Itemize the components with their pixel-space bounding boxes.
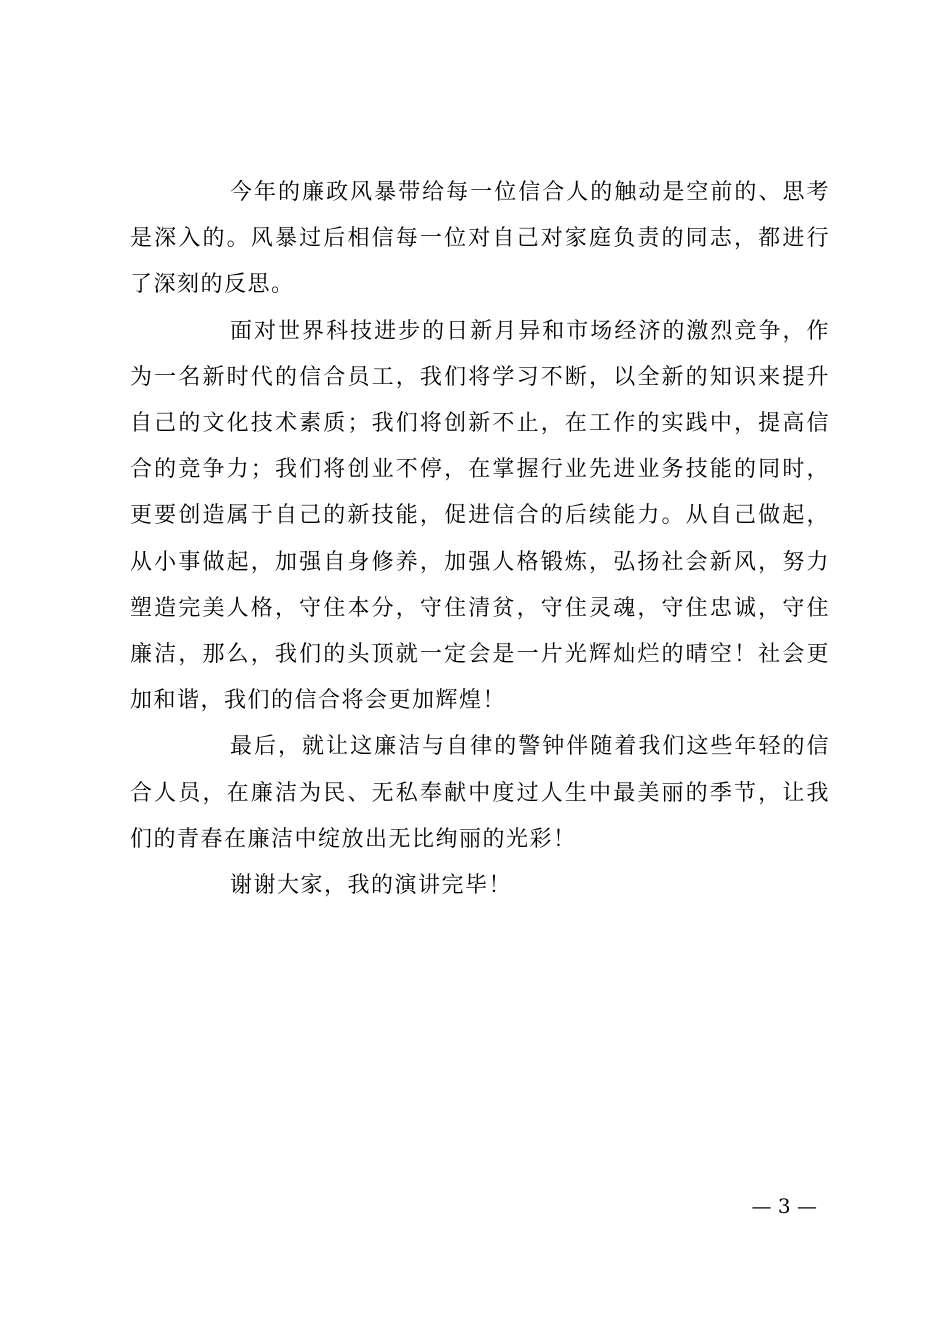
paragraph-reflection: 今年的廉政风暴带给每一位信合人的触动是空前的、思考是深入的。风暴过后相信每一位对自己对家庭负责的同志，都进行了深刻的反思。 bbox=[130, 180, 830, 298]
paragraph-commitment: 面对世界科技进步的日新月异和市场经济的激烈竞争，作为一名新时代的信合员工，我们将学习不断，以全新的知识来提升自己的文化技术素质；我们将创新不止，在工作的实践中，提高信合的竞争力；我们将创业不停，在掌握行业先进业务技能的同时，更要创造属于自己的新技能，促进信合的后续能力。从自己做起，从小事做起，加强自身修养，加强人格锻炼，弘扬社会新风，努力塑造完美人格，守住本分，守住清贫，守住灵魂，守住忠诚，守住廉洁，那么，我们的头顶就一定会是一片光辉灿烂的晴空！社会更加和谐，我们的信合将会更加辉煌！ bbox=[130, 318, 830, 714]
paragraph-closing: 最后，就让这廉洁与自律的警钟伴随着我们这些年轻的信合人员，在廉洁为民、无私奉献中度过人生中最美丽的季节，让我们的青春在廉洁中绽放出无比绚丽的光彩！ bbox=[130, 734, 830, 852]
page-number: — 3 — bbox=[751, 1194, 817, 1218]
paragraph-thanks: 谢谢大家，我的演讲完毕！ bbox=[230, 873, 513, 899]
body-text bbox=[130, 170, 830, 909]
